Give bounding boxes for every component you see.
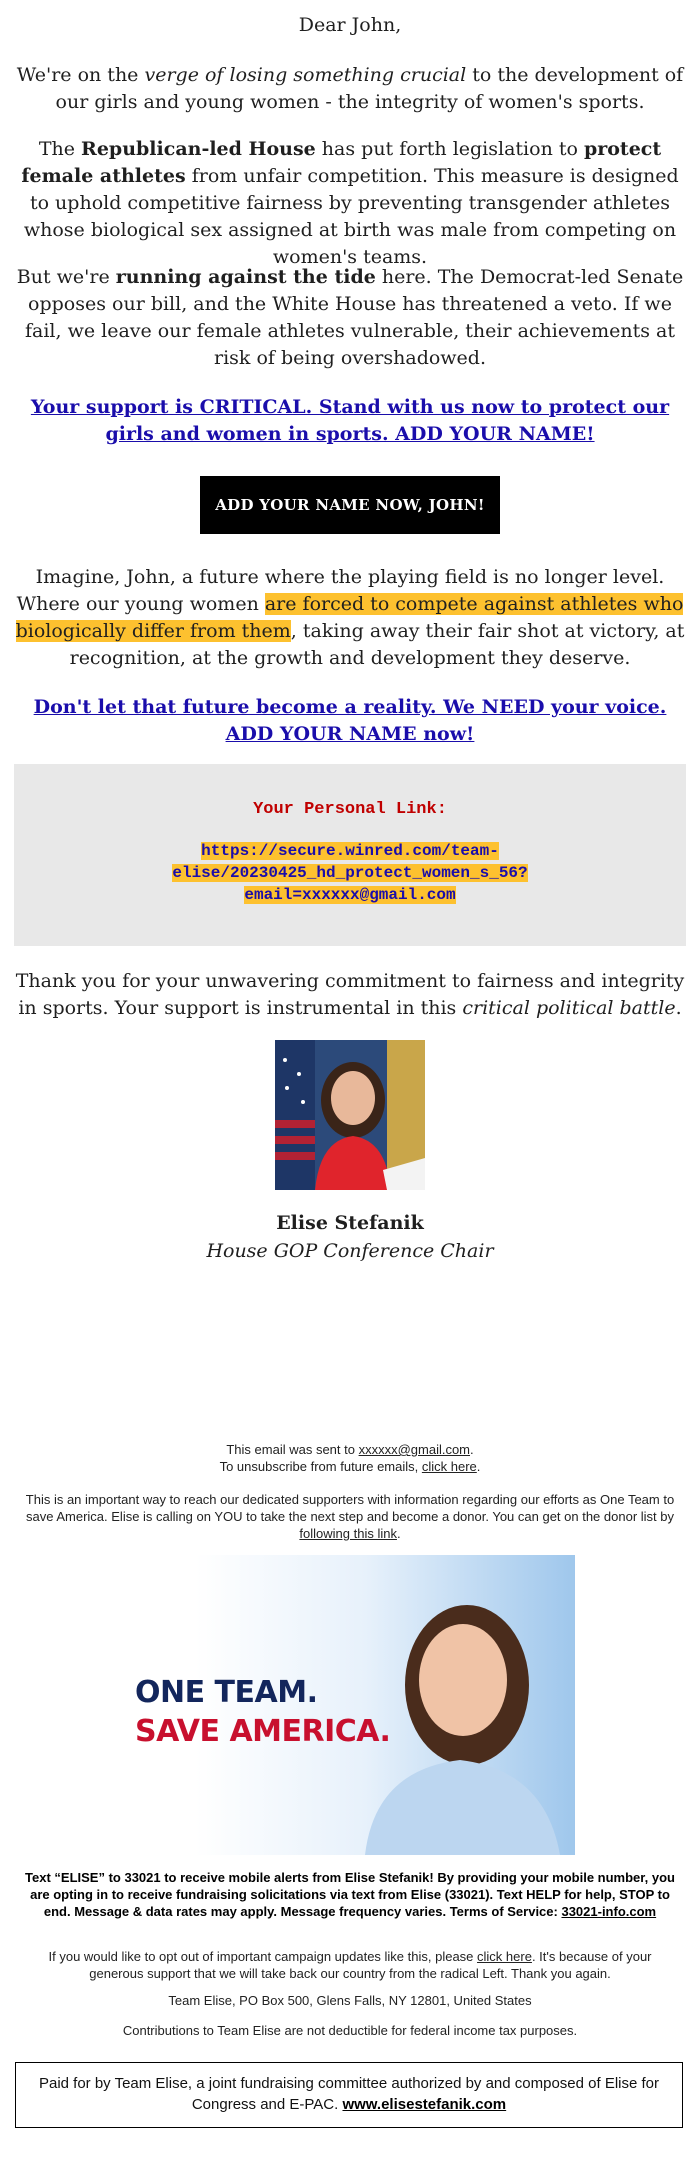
add-your-name-button[interactable]: ADD YOUR NAME NOW, JOHN!	[200, 476, 500, 534]
website-link[interactable]: www.elisestefanik.com	[342, 2096, 507, 2113]
support-critical-link[interactable]: Your support is CRITICAL. Stand with us now to protect our girls and women in sports. ADD YOUR NAME!	[30, 396, 670, 445]
tax-disclaimer: Contributions to Team Elise are not deductible for federal income tax purposes.	[122, 2023, 578, 2038]
imagine-paragraph: Imagine, John, a future where the playing field is no longer level. Where our young women are forced to compete against athletes who biologically differ from them, taking away their fair shot at victory, at recognition, at the growth and development they deserve.	[15, 566, 685, 669]
banner-save-america-text: SAVE AMERICA.	[135, 1714, 391, 1749]
donor-list-link[interactable]: following this link	[299, 1526, 397, 1541]
donor-notice: This is an important way to reach our dedicated supporters with information regarding our efforts as One Team to save America. Elise is calling on YOU to take the next step and become a donor. You can get on the donor list by following this link.	[25, 1492, 675, 1541]
recipient-email-link[interactable]: xxxxxx@gmail.com	[358, 1442, 471, 1457]
greeting: Dear John,	[298, 14, 402, 36]
intro-paragraph: We're on the verge of losing something crucial to the development of our girls and young women - the integrity of women's sports.	[16, 64, 684, 113]
opposition-paragraph: But we're running against the tide here. The Democrat-led Senate opposes our bill, and the White House has threatened a veto. If we fail, we leave our female athletes vulnerable, their achievements at risk of being overshadowed.	[16, 266, 684, 369]
signature-name: Elise Stefanik	[276, 1212, 424, 1234]
opt-out-notice: If you would like to opt out of important campaign updates like this, please click here. It's because of your generous support that we will take back our country from the radical Left. Thank you again.	[48, 1949, 652, 1981]
email-sent-notice: This email was sent to xxxxxx@gmail.com. To unsubscribe from future emails, click here.	[219, 1442, 481, 1474]
personal-link-url[interactable]: https://secure.winred.com/team-elise/20230425_hd_protect_women_s_56?email=xxxxxx@gmail.com	[172, 842, 528, 904]
highlighted-text: are forced to compete against athletes who biologically differ from them	[15, 593, 684, 642]
support-link-paragraph	[20, 394, 680, 448]
thank-you-paragraph: Thank you for your unwavering commitment to fairness and integrity in sports. Your support is instrumental in this critical political battle.	[15, 970, 685, 1019]
need-your-voice-link[interactable]: Don't let that future become a reality. We NEED your voice. ADD YOUR NAME now!	[33, 696, 667, 745]
mailing-address: Team Elise, PO Box 500, Glens Falls, NY 12801, United States	[168, 1993, 532, 2008]
paid-for-disclaimer: Paid for by Team Elise, a joint fundraising committee authorized by and composed of Elise for Congress and E-PAC. www.elisestefanik.com	[15, 2062, 683, 2128]
opt-out-link[interactable]: click here	[477, 1949, 532, 1964]
unsubscribe-link[interactable]: click here	[421, 1459, 477, 1474]
legislation-paragraph: The Republican-led House has put forth legislation to protect female athletes from unfair competition. This measure is designed to uphold competitive fairness by preventing transgender athletes whose biological sex assigned at birth was male from competing on women's teams.	[21, 138, 679, 268]
banner-one-team-text: ONE TEAM.	[135, 1675, 318, 1710]
terms-of-service-link[interactable]: 33021-info.com	[561, 1904, 657, 1919]
personal-link-box	[14, 764, 686, 946]
elise-stefanik-photo	[275, 1040, 425, 1190]
personal-link-label: Your Personal Link:	[253, 800, 447, 819]
text-alerts-notice: Text “ELISE” to 33021 to receive mobile alerts from Elise Stefanik! By providing your mobile number, you are opting in to receive fundraising solicitations via text from Elise (33021). Text HELP for help, STOP to end. Message & data rates may apply. Message frequency varies. Terms of Service: 33021-info.com	[25, 1870, 675, 1919]
voice-link-paragraph	[20, 694, 680, 748]
signature-title: House GOP Conference Chair	[206, 1240, 494, 1262]
